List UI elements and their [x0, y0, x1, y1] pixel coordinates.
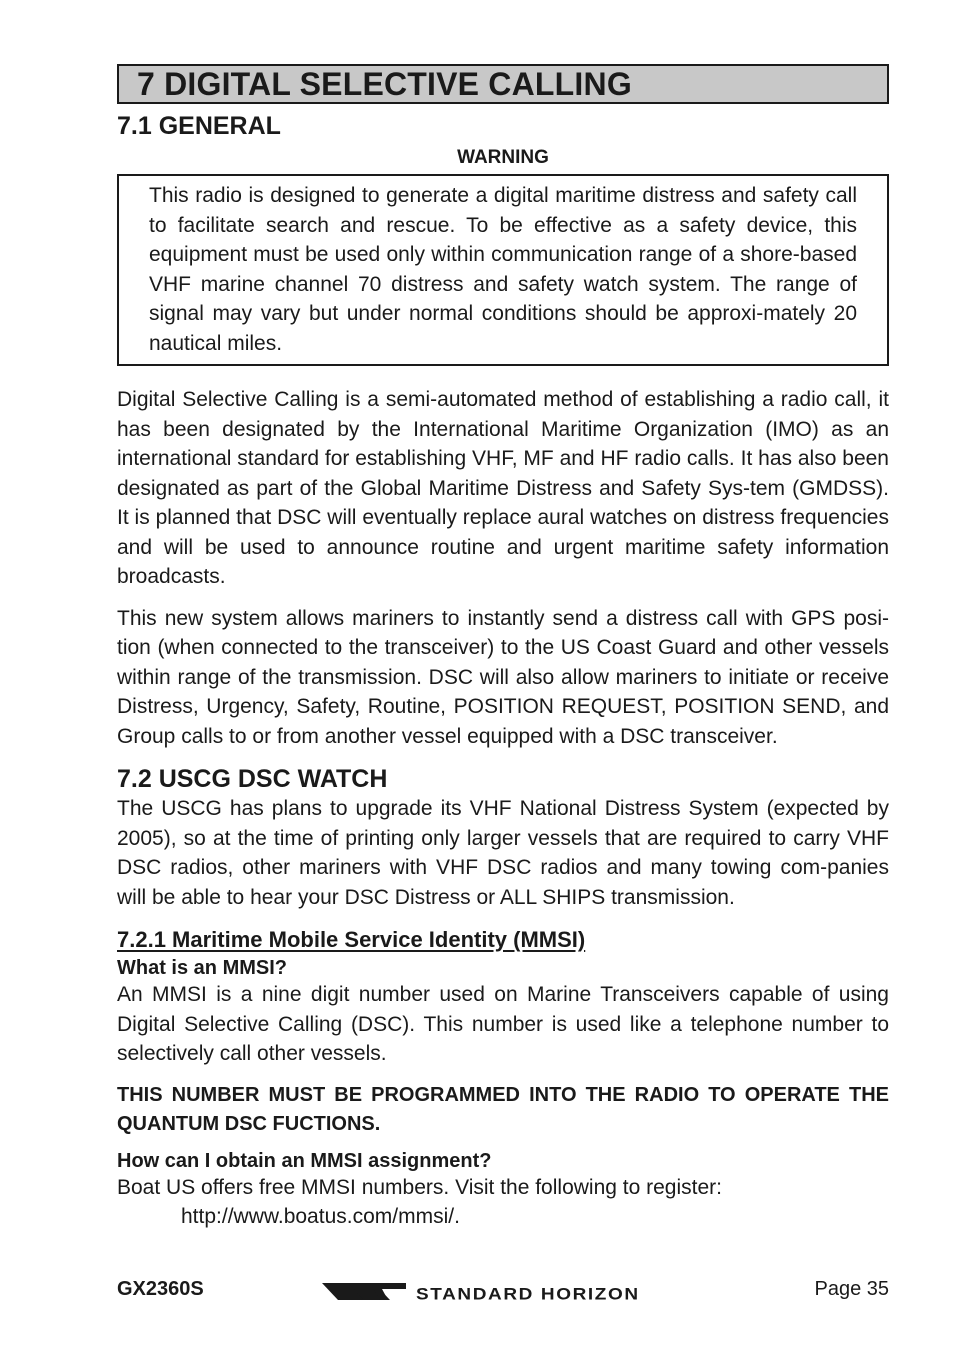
standard-horizon-logo-icon — [322, 1280, 406, 1309]
brand-name: STANDARD HORIZON — [416, 1285, 640, 1303]
chapter-title-bar — [117, 64, 889, 104]
dsc-system-paragraph: This new system allows mariners to instantly send a distress call with GPS posi-tion (when connected to the transceiver) to the US Coast Guard and other vessels within range of the transmission. DSC will also allow mariners to initiate or receive Distress, Urgency, Safety, Routine, POSITION REQUEST, POSITION SEND, and Group calls to or from another vessel equipped with a DSC transceiver. — [117, 606, 889, 748]
section-7-2-1-heading: 7.2.1 Maritime Mobile Service Identity (MMSI) — [117, 927, 586, 952]
chapter-title: 7 DIGITAL SELECTIVE CALLING — [137, 65, 632, 102]
brand-logo — [322, 1280, 640, 1309]
boatus-paragraph: Boat US offers free MMSI numbers. Visit the following to register: — [117, 1175, 722, 1199]
mmsi-question-heading: What is an MMSI? — [117, 957, 287, 979]
uscg-watch-paragraph: The USCG has plans to upgrade its VHF National Distress System (expected by 2005), so at the time of printing only larger vessels that are required to carry VHF DSC radios, other mariners with VHF DSC radios and many towing com-panies will be able to hear your DSC Distress or ALL SHIPS transmission. — [117, 797, 889, 909]
page-number: Page 35 — [814, 1278, 889, 1300]
warning-box — [117, 174, 889, 366]
manual-page — [117, 64, 889, 1232]
boatus-url-link[interactable]: http://www.boatus.com/mmsi/. — [181, 1205, 460, 1228]
mmsi-assignment-heading: How can I obtain an MMSI assignment? — [117, 1149, 492, 1172]
section-7-2-heading: 7.2 USCG DSC WATCH — [117, 765, 388, 793]
dsc-intro-paragraph: Digital Selective Calling is a semi-automated method of establishing a radio call, it has been designated by the International Maritime Organization (IMO) as an international standard for establishing VHF, MF and HF radio calls. It has also been designated as part of the Global Maritime Distress and Safety Sys-tem (GMDSS). It is planned that DSC will eventually replace aural watches on distress frequencies and will be used to announce routine and urgent maritime safety information broadcasts. — [117, 388, 889, 588]
mmsi-answer-paragraph: An MMSI is a nine digit number used on Marine Transceivers capable of using Digital Selective Calling (DSC). This number is used like a telephone number to selectively call other vessels. — [117, 983, 889, 1065]
warning-label: WARNING — [457, 147, 549, 168]
model-number: GX2360S — [117, 1278, 204, 1300]
section-7-1-heading: 7.1 GENERAL — [117, 112, 281, 140]
warning-text: This radio is designed to generate a digital maritime distress and safety call to facilitate search and rescue. To be effective as a safety device, this equipment must be used only within communication range of a shore-based VHF marine channel 70 distress and safety watch system. The range of signal may vary but under normal conditions should be approxi-mately 20 nautical miles. — [149, 184, 857, 355]
page-footer — [117, 1274, 889, 1310]
mmsi-programming-notice: THIS NUMBER MUST BE PROGRAMMED INTO THE RADIO TO OPERATE THE QUANTUM DSC FUCTIONS. — [117, 1083, 889, 1135]
